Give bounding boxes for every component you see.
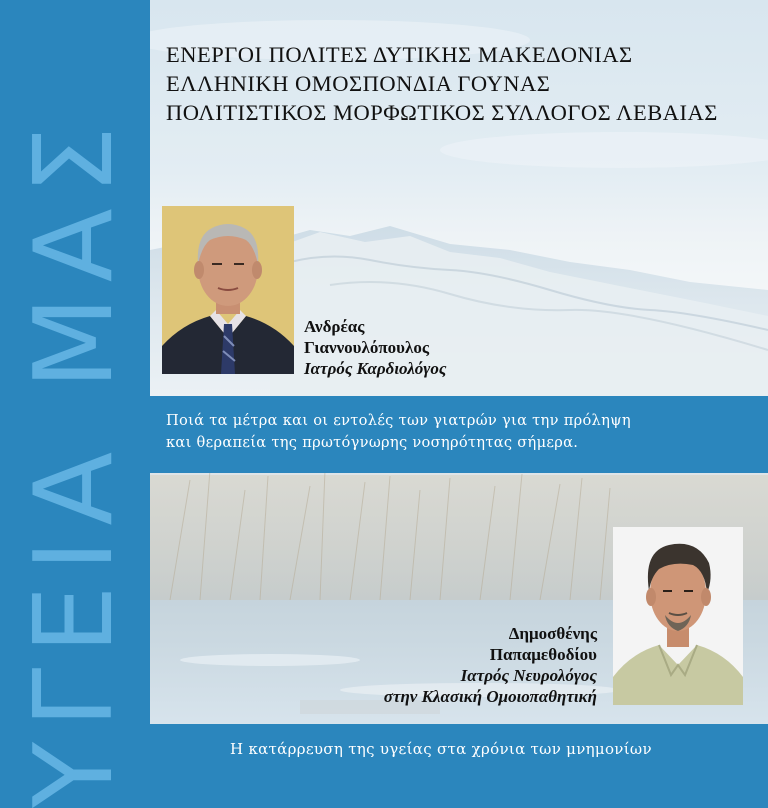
speaker-title: Ιατρός Καρδιολόγος: [304, 359, 447, 378]
speaker-last-name: Παπαμεθοδίου: [489, 645, 597, 664]
speaker-first-name: Δημοσθένης: [508, 624, 597, 643]
organizer-line: ΕΛΛΗΝΙΚΗ ΟΜΟΣΠΟΝΔΙΑ ΓΟΥΝΑΣ: [166, 71, 551, 96]
portrait-man-shirt-icon: [613, 527, 743, 705]
topic-line: Η κατάρρευση της υγείας στα χρόνια των μνημονίων: [230, 740, 652, 758]
speaker-2-info: [384, 623, 597, 707]
speaker-1-info: [304, 316, 446, 379]
topic-banner-1: [150, 396, 768, 473]
speaker-first-name: Ανδρέας: [304, 317, 365, 336]
topic-banner-2: [150, 724, 768, 784]
speaker-2-photo: [613, 527, 743, 705]
speaker-last-name: Γιαννουλόπουλος: [304, 338, 430, 357]
speaker-title-line-2: στην Κλασική Ομοιοπαθητική: [383, 687, 597, 706]
vertical-title: ΥΓΕΙΑ ΜΑΣ: [12, 112, 137, 808]
organizer-line: ΠΟΛΙΤΙΣΤΙΚΟΣ ΜΟΡΦΩΤΙΚΟΣ ΣΥΛΛΟΓΟΣ ΛΕΒΑΙΑΣ: [166, 100, 718, 125]
organizer-line: ΕΝΕΡΓΟΙ ΠΟΛΙΤΕΣ ΔΥΤΙΚΗΣ ΜΑΚΕΔΟΝΙΑΣ: [166, 42, 633, 67]
left-band: [0, 0, 150, 808]
organizers-list: [166, 40, 718, 127]
portrait-man-suit-icon: [162, 206, 294, 374]
topic-line: Ποιά τα μέτρα και οι εντολές των γιατρών για την πρόληψη: [166, 412, 631, 429]
speaker-title: Ιατρός Νευρολόγος: [460, 666, 597, 685]
topic-line: και θεραπεία της πρωτόγνωρης νοσηρότητας σήμερα.: [166, 434, 579, 451]
speaker-1-photo: [162, 206, 294, 374]
